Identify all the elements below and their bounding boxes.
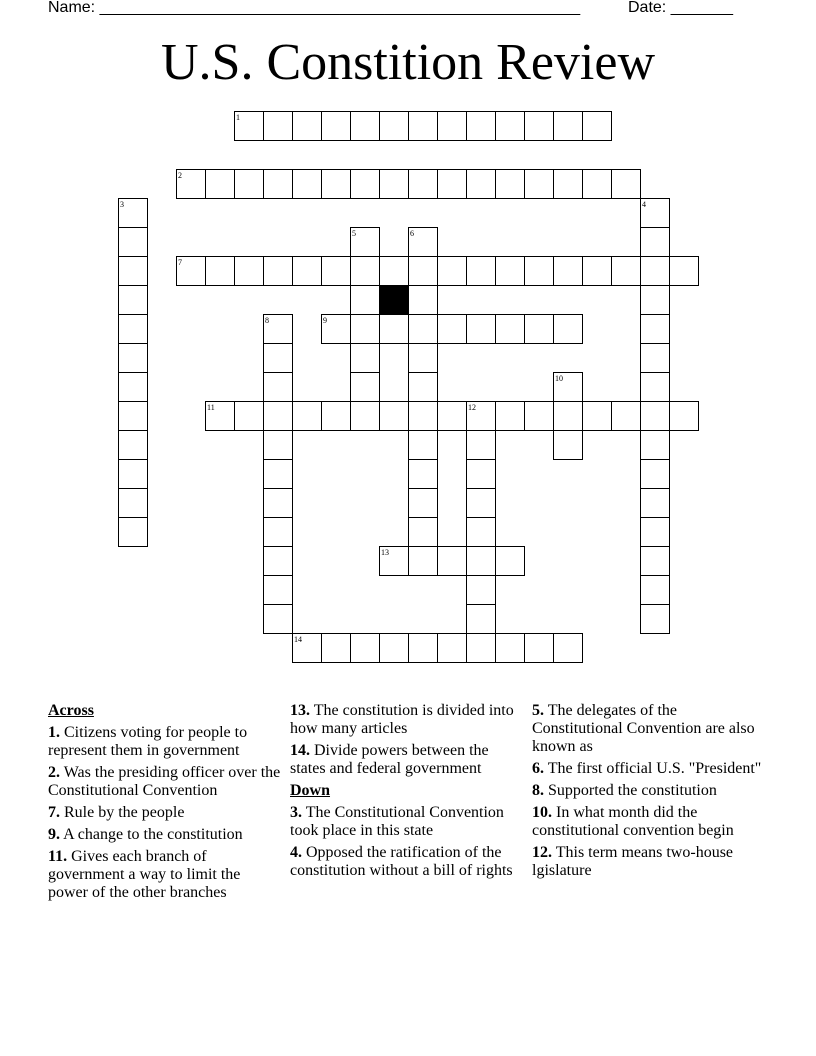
clue-down-12 xyxy=(532,844,767,880)
grid-cell[interactable] xyxy=(641,489,670,518)
grid-cell[interactable] xyxy=(641,402,670,431)
clue-text: In what month did the constitutional convention begin xyxy=(532,804,734,839)
grid-cell[interactable] xyxy=(583,402,612,431)
grid-cell[interactable] xyxy=(583,257,612,286)
clue-text: Supported the constitution xyxy=(548,782,717,799)
grid-cell[interactable] xyxy=(467,460,496,489)
clue-across-13 xyxy=(290,702,525,738)
grid-cell[interactable] xyxy=(322,402,351,431)
grid-cell[interactable] xyxy=(322,112,351,141)
grid-cell[interactable] xyxy=(119,228,148,257)
clue-number: 5. xyxy=(532,702,544,719)
grid-cell[interactable] xyxy=(554,112,583,141)
clue-across-7 xyxy=(48,804,283,822)
grid-cell[interactable] xyxy=(409,315,438,344)
grid-cell[interactable] xyxy=(496,257,525,286)
grid-cell[interactable] xyxy=(322,634,351,663)
grid-cell[interactable] xyxy=(293,402,322,431)
grid-cell[interactable] xyxy=(322,257,351,286)
grid-cell[interactable] xyxy=(467,170,496,199)
grid-cell[interactable] xyxy=(641,344,670,373)
clue-number-label: 10 xyxy=(555,374,563,383)
grid-cell[interactable] xyxy=(235,257,264,286)
grid-cell[interactable] xyxy=(264,576,293,605)
grid-cell[interactable] xyxy=(641,460,670,489)
clue-number: 3. xyxy=(290,804,302,821)
grid-cell[interactable] xyxy=(554,402,583,431)
grid-cell[interactable] xyxy=(351,373,380,402)
grid-cell[interactable] xyxy=(554,634,583,663)
grid-cell[interactable] xyxy=(467,518,496,547)
grid-cell[interactable] xyxy=(438,112,467,141)
black-square xyxy=(380,286,409,315)
clue-column-1 xyxy=(48,702,283,906)
clue-number-label: 4 xyxy=(642,200,646,209)
clue-text: Rule by the people xyxy=(64,804,185,821)
clue-number: 8. xyxy=(532,782,544,799)
grid-cell[interactable] xyxy=(380,257,409,286)
grid-cell[interactable] xyxy=(409,170,438,199)
grid-cell[interactable] xyxy=(264,402,293,431)
grid-cell[interactable] xyxy=(438,402,467,431)
clue-number: 7. xyxy=(48,804,60,821)
clue-text: Divide powers between the states and federal government xyxy=(290,742,489,777)
grid-cell[interactable] xyxy=(525,170,554,199)
clue-text: Was the presiding officer over the Constitutional Convention xyxy=(48,764,281,799)
grid-cell[interactable] xyxy=(438,257,467,286)
clue-number-label: 5 xyxy=(352,229,356,238)
clue-down-10 xyxy=(532,804,767,840)
grid-cell[interactable] xyxy=(438,315,467,344)
grid-cell[interactable] xyxy=(641,257,670,286)
clue-number: 13. xyxy=(290,702,310,719)
clue-number-label: 6 xyxy=(410,229,414,238)
grid-cell[interactable] xyxy=(409,286,438,315)
grid-cell[interactable] xyxy=(467,547,496,576)
grid-cell[interactable] xyxy=(554,170,583,199)
grid-cell[interactable] xyxy=(525,257,554,286)
grid-cell[interactable] xyxy=(119,431,148,460)
grid-cell[interactable] xyxy=(351,112,380,141)
clue-column-2 xyxy=(290,702,525,884)
grid-cell[interactable] xyxy=(641,286,670,315)
clue-number: 14. xyxy=(290,742,310,759)
grid-cell[interactable] xyxy=(380,170,409,199)
grid-cell[interactable] xyxy=(496,112,525,141)
clue-number: 6. xyxy=(532,760,544,777)
grid-cell[interactable] xyxy=(409,402,438,431)
date-field[interactable]: Date: _______ xyxy=(628,0,733,16)
grid-cell[interactable] xyxy=(409,460,438,489)
grid-cell[interactable] xyxy=(612,170,641,199)
grid-cell[interactable] xyxy=(467,431,496,460)
grid-cell[interactable] xyxy=(583,112,612,141)
clue-number-label: 9 xyxy=(323,316,327,325)
grid-cell[interactable] xyxy=(670,257,699,286)
grid-cell[interactable] xyxy=(467,576,496,605)
grid-cell[interactable] xyxy=(264,112,293,141)
grid-cell[interactable] xyxy=(206,170,235,199)
grid-cell[interactable] xyxy=(554,257,583,286)
clue-number-label: 11 xyxy=(207,403,215,412)
grid-cell[interactable] xyxy=(351,170,380,199)
grid-cell[interactable] xyxy=(438,634,467,663)
grid-cell[interactable] xyxy=(525,315,554,344)
clue-number-label: 7 xyxy=(178,258,182,267)
grid-cell[interactable] xyxy=(496,170,525,199)
clue-down-8 xyxy=(532,782,767,800)
grid-cell[interactable] xyxy=(351,634,380,663)
grid-cell[interactable] xyxy=(525,634,554,663)
clue-number: 1. xyxy=(48,724,60,741)
grid-cell[interactable] xyxy=(409,518,438,547)
clue-text: Opposed the ratification of the constitution without a bill of rights xyxy=(290,844,513,879)
across-heading: Across xyxy=(48,702,94,719)
grid-cell[interactable] xyxy=(641,518,670,547)
grid-cell[interactable] xyxy=(641,605,670,634)
grid-cell[interactable] xyxy=(351,402,380,431)
clue-across-14 xyxy=(290,742,525,778)
grid-cell[interactable] xyxy=(264,460,293,489)
grid-cell[interactable] xyxy=(467,634,496,663)
grid-cell[interactable] xyxy=(467,112,496,141)
grid-cell[interactable] xyxy=(409,112,438,141)
clue-text: A change to the constitution xyxy=(63,826,243,843)
grid-cell[interactable] xyxy=(264,170,293,199)
clue-across-11 xyxy=(48,848,283,902)
grid-cell[interactable] xyxy=(380,315,409,344)
grid-cell[interactable] xyxy=(409,431,438,460)
clue-number: 10. xyxy=(532,804,552,821)
grid-cell[interactable] xyxy=(235,170,264,199)
grid-cell[interactable] xyxy=(380,402,409,431)
grid-cell[interactable] xyxy=(119,518,148,547)
grid-cell[interactable] xyxy=(206,257,235,286)
grid-cell[interactable] xyxy=(293,170,322,199)
clue-number-label: 14 xyxy=(294,635,302,644)
grid-cell[interactable] xyxy=(293,112,322,141)
clue-number: 12. xyxy=(532,844,552,861)
clue-text: This term means two-house lgislature xyxy=(532,844,734,879)
grid-cell[interactable] xyxy=(525,112,554,141)
grid-cell[interactable] xyxy=(264,431,293,460)
clue-text: Citizens voting for people to represent them in government xyxy=(48,724,248,759)
grid-cell[interactable] xyxy=(322,170,351,199)
clue-down-3 xyxy=(290,804,525,840)
clue-number: 2. xyxy=(48,764,60,781)
grid-cell[interactable] xyxy=(583,170,612,199)
grid-cell[interactable] xyxy=(641,431,670,460)
clue-across-1 xyxy=(48,724,283,760)
grid-cell[interactable] xyxy=(264,518,293,547)
grid-cell[interactable] xyxy=(380,112,409,141)
clue-number-label: 1 xyxy=(236,113,240,122)
name-field[interactable]: Name: ______________________________________________________ xyxy=(48,0,581,16)
grid-cell[interactable] xyxy=(119,489,148,518)
clue-number-label: 3 xyxy=(120,200,124,209)
grid-cell[interactable] xyxy=(351,257,380,286)
grid-cell[interactable] xyxy=(264,489,293,518)
grid-cell[interactable] xyxy=(641,228,670,257)
grid-cell[interactable] xyxy=(641,576,670,605)
grid-cell[interactable] xyxy=(467,315,496,344)
grid-cell[interactable] xyxy=(119,257,148,286)
clue-text: The Constitutional Convention took place in this state xyxy=(290,804,504,839)
clue-number-label: 2 xyxy=(178,171,182,180)
grid-cell[interactable] xyxy=(554,431,583,460)
grid-cell[interactable] xyxy=(409,373,438,402)
grid-cell[interactable] xyxy=(119,402,148,431)
grid-cell[interactable] xyxy=(264,373,293,402)
clue-text: The delegates of the Constitutional Convention are also known as xyxy=(532,702,755,755)
grid-cell[interactable] xyxy=(612,402,641,431)
clue-column-3 xyxy=(532,702,767,884)
grid-cell[interactable] xyxy=(438,170,467,199)
grid-cell[interactable] xyxy=(496,402,525,431)
clue-down-6 xyxy=(532,760,767,778)
down-heading: Down xyxy=(290,782,331,799)
clue-text: The constitution is divided into how many articles xyxy=(290,702,514,737)
grid-cell[interactable] xyxy=(496,634,525,663)
grid-cell[interactable] xyxy=(264,605,293,634)
grid-cell[interactable] xyxy=(409,547,438,576)
clue-number-label: 13 xyxy=(381,548,389,557)
grid-cell[interactable] xyxy=(409,634,438,663)
page-title: U.S. Constition Review xyxy=(160,34,656,91)
grid-cell[interactable] xyxy=(119,373,148,402)
grid-cell[interactable] xyxy=(409,489,438,518)
clue-number: 9. xyxy=(48,826,60,843)
grid-cell[interactable] xyxy=(409,344,438,373)
clue-text: Gives each branch of government a way to limit the power of the other branches xyxy=(48,848,241,901)
grid-cell[interactable] xyxy=(467,257,496,286)
grid-cell[interactable] xyxy=(119,460,148,489)
clue-across-9 xyxy=(48,826,283,844)
grid-cell[interactable] xyxy=(525,402,554,431)
grid-cell[interactable] xyxy=(612,257,641,286)
grid-cell[interactable] xyxy=(351,344,380,373)
grid-cell[interactable] xyxy=(641,315,670,344)
grid-cell[interactable] xyxy=(496,315,525,344)
grid-cell[interactable] xyxy=(264,344,293,373)
grid-cell[interactable] xyxy=(554,315,583,344)
grid-cell[interactable] xyxy=(641,373,670,402)
grid-cell[interactable] xyxy=(496,547,525,576)
clue-number-label: 8 xyxy=(265,316,269,325)
grid-cell[interactable] xyxy=(467,605,496,634)
grid-cell[interactable] xyxy=(119,286,148,315)
clue-across-2 xyxy=(48,764,283,800)
clue-number: 4. xyxy=(290,844,302,861)
grid-cell[interactable] xyxy=(409,257,438,286)
grid-cell[interactable] xyxy=(380,634,409,663)
grid-cell[interactable] xyxy=(119,315,148,344)
grid-cell[interactable] xyxy=(670,402,699,431)
grid-cell[interactable] xyxy=(264,257,293,286)
clue-down-4 xyxy=(290,844,525,880)
grid-cell[interactable] xyxy=(119,344,148,373)
grid-cell[interactable] xyxy=(235,402,264,431)
grid-cell[interactable] xyxy=(293,257,322,286)
clue-text: The first official U.S. "President" xyxy=(547,760,762,777)
clue-number-label: 12 xyxy=(468,403,476,412)
grid-cell[interactable] xyxy=(641,547,670,576)
grid-cell[interactable] xyxy=(351,315,380,344)
clue-number: 11. xyxy=(48,848,68,865)
clue-down-5 xyxy=(532,702,767,756)
grid-cell[interactable] xyxy=(264,547,293,576)
grid-cell[interactable] xyxy=(351,286,380,315)
grid-cell[interactable] xyxy=(438,547,467,576)
grid-cell[interactable] xyxy=(467,489,496,518)
